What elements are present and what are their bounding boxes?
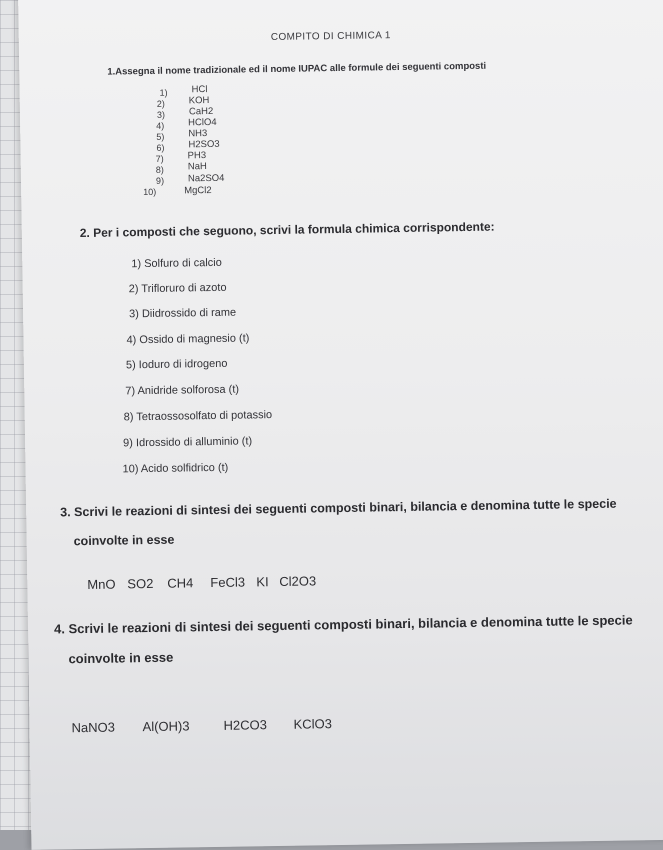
list-item: 8) Tetraossosolfato di potassio xyxy=(123,409,273,424)
formula: MnO xyxy=(87,576,116,592)
list-item: 4) Ossido di magnesio (t) xyxy=(126,332,250,347)
list-item: 9) Idrossido di alluminio (t) xyxy=(123,435,253,450)
formula: FeCl3 xyxy=(210,574,246,591)
list-item: 5) Ioduro di idrogeno xyxy=(125,357,228,372)
formula: KI xyxy=(256,574,269,590)
section1-heading: 1.Assegna il nome tradizionale ed il nome IUPAC alle formule dei seguenti composti xyxy=(107,60,487,78)
formula: CH4 xyxy=(167,575,194,591)
formula: Cl2O3 xyxy=(279,573,317,589)
section4-heading: 4. Scrivi le reazioni di sintesi dei seguenti composti binari, bilancia e denomina tutte le specie xyxy=(53,612,633,637)
list-item-number: 2) xyxy=(156,98,165,109)
list-item: 3) Diidrossido di rame xyxy=(129,306,237,321)
page-title: COMPITO DI CHIMICA 1 xyxy=(270,30,391,44)
list-item-formula: HClO4 xyxy=(188,116,217,129)
list-item-formula: Na2SO4 xyxy=(187,172,225,185)
list-item-formula: KOH xyxy=(188,95,210,107)
list-item-number: 1) xyxy=(159,87,168,98)
list-item-formula: PH3 xyxy=(187,150,207,162)
list-item-formula: NH3 xyxy=(188,128,208,140)
list-item-formula: MgCl2 xyxy=(184,184,212,197)
list-item-number: 9) xyxy=(155,175,165,186)
section3-heading: 3. Scrivi le reazioni di sintesi dei seguenti composti binari, bilancia e denomina tutte le specie xyxy=(60,496,617,520)
list-item-number: 10) xyxy=(143,186,157,198)
list-item-number: 5) xyxy=(156,131,165,142)
formula: NaNO3 xyxy=(71,719,116,736)
section4-heading-cont: coinvolte in esse xyxy=(68,649,174,667)
list-item-number: 8) xyxy=(155,164,164,175)
list-item-formula: CaH2 xyxy=(188,105,214,118)
list-item: 2) Trifloruro di azoto xyxy=(128,281,227,296)
formula: KClO3 xyxy=(293,716,332,732)
list-item-number: 3) xyxy=(156,109,166,120)
list-item-number: 4) xyxy=(156,120,165,131)
list-item-formula: H2SO3 xyxy=(188,138,220,151)
formula: Al(OH)3 xyxy=(142,718,190,735)
formula: H2CO3 xyxy=(223,717,268,733)
list-item-formula: NaH xyxy=(187,161,207,173)
list-item: 10) Acido solfidrico (t) xyxy=(122,461,229,476)
list-item-number: 7) xyxy=(155,153,164,164)
list-item-number: 6) xyxy=(156,142,165,153)
formula: SO2 xyxy=(127,575,154,592)
list-item: 7) Anidride solforosa (t) xyxy=(125,383,240,398)
list-item-formula: HCl xyxy=(191,84,208,96)
section2-heading: 2. Per i composti che seguono, scrivi la formula chimica corrispondente: xyxy=(79,219,495,241)
section3-heading-cont: coinvolte in esse xyxy=(73,532,175,549)
list-item: 1) Solfuro di calcio xyxy=(131,256,222,271)
exam-sheet xyxy=(18,0,663,850)
